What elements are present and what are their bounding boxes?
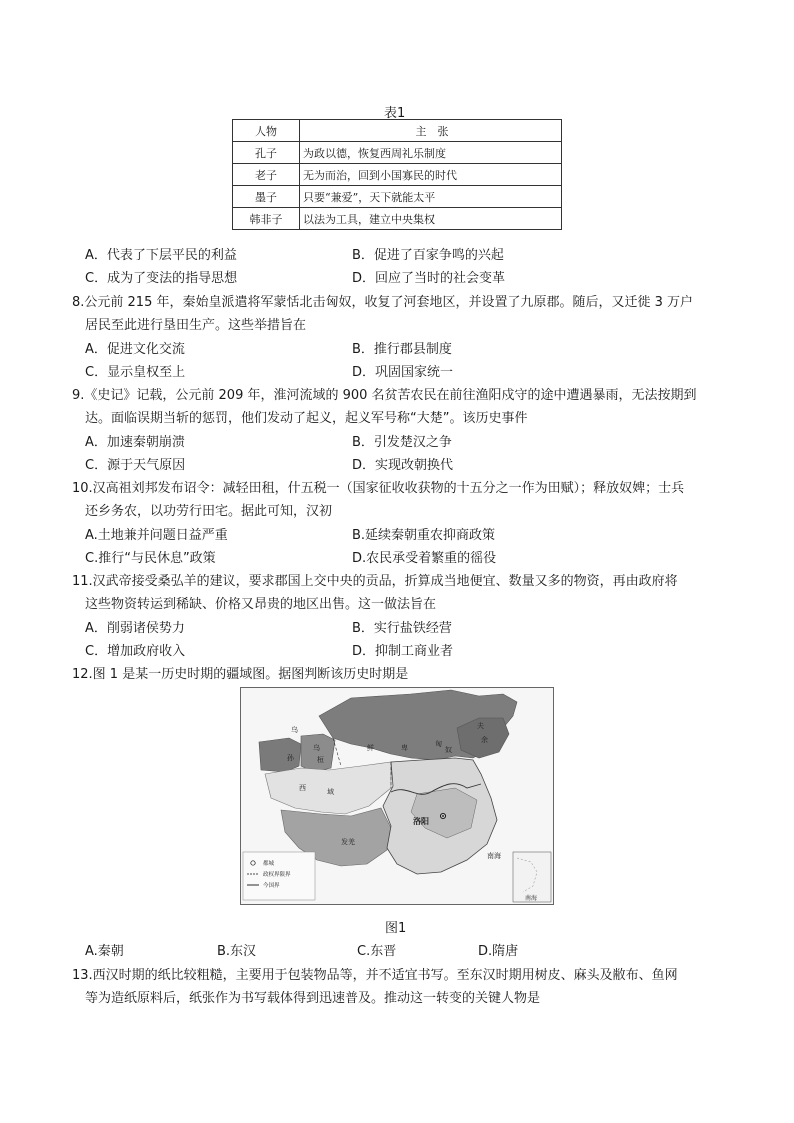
map-label: 余 [481, 736, 488, 744]
table-row [233, 208, 562, 230]
table-cell-person: 老子 [233, 164, 300, 186]
q13-stem-line1: 13.西汉时期的纸比较粗糙，主要用于包装物品等，并不适宜书写。至东汉时期用树皮、麻头及敝布、鱼网 [72, 968, 678, 983]
q10-option-c: C.推行“与民休息”政策 [85, 551, 216, 566]
table-cell-claim: 无为而治，回到小国寡民的时代 [300, 164, 562, 186]
map-label: 夫 [477, 722, 484, 730]
q11-option-d: D．抑制工商业者 [352, 644, 454, 659]
legend-capital-text: 都城 [263, 861, 275, 867]
q9-option-d: D．实现改朝换代 [352, 458, 454, 473]
q9-option-b: B．引发楚汉之争 [352, 435, 452, 450]
table-row [233, 142, 562, 164]
table-cell-person: 孔子 [233, 142, 300, 164]
table-cell-claim: 只要“兼爱”，天下就能太平 [300, 186, 562, 208]
map-region-wuhuan [301, 734, 335, 772]
table-header-claim: 主 张 [300, 120, 562, 142]
table-caption: 表1 [384, 106, 406, 121]
map-label: 鲜 [367, 744, 374, 752]
q12-option-a: A.秦朝 [85, 944, 124, 959]
map-label: 乌 [291, 726, 298, 734]
map-capital-dot [442, 815, 444, 817]
q12-option-d: D.隋唐 [478, 944, 519, 959]
q11-option-b: B．实行盐铁经营 [352, 621, 452, 636]
q11-option-a: A．削弱诸侯势力 [85, 621, 185, 636]
map-inset-label: 南海 [525, 895, 538, 902]
q11-stem-line2: 这些物资转运到稀缺、价格又昂贵的地区出售。这一做法旨在 [85, 597, 437, 612]
table-row [233, 186, 562, 208]
table-cell-claim: 以法为工具，建立中央集权 [300, 208, 562, 230]
figure-caption: 图1 [385, 921, 407, 936]
map-label: 奴 [445, 746, 452, 754]
table-cell-person: 墨子 [233, 186, 300, 208]
q8-option-a: A．促进文化交流 [85, 342, 185, 357]
q8-option-c: C．显示皇权至上 [85, 365, 186, 380]
q7-option-b: B．促进了百家争鸣的兴起 [352, 248, 504, 263]
map-label: 发羌 [341, 838, 355, 846]
legend-boundary-text: 政权界限界 [263, 872, 291, 878]
map-label: 南海 [487, 852, 501, 860]
q8-stem-line2: 居民至此进行垦田生产。这些举措旨在 [85, 318, 307, 333]
q12-option-c: C.东晋 [357, 944, 397, 959]
table-row [233, 164, 562, 186]
map-label: 桓 [317, 756, 324, 764]
table-cell-claim: 为政以德，恢复西周礼乐制度 [300, 142, 562, 164]
q9-option-c: C．源于天气原因 [85, 458, 186, 473]
q10-stem-line2: 还乡务农，以功劳行田宅。据此可知，汉初 [85, 504, 333, 519]
q11-option-c: C．增加政府收入 [85, 644, 186, 659]
map-label: 孙 [287, 754, 294, 762]
map-label-capital: 洛阳 [413, 817, 429, 826]
q12-stem-line1: 12.图 1 是某一历史时期的疆域图。据图判断该历史时期是 [72, 667, 409, 682]
q12-option-b: B.东汉 [217, 944, 257, 959]
territory-map-svg [241, 688, 553, 904]
q7-option-c: C．成为了变法的指导思想 [85, 271, 238, 286]
q9-stem-line2: 达。面临误期当斩的惩罚，他们发动了起义，起义军号称“大楚”。该历史事件 [85, 411, 528, 426]
map-label: 域 [327, 788, 334, 796]
map-label: 卑 [401, 744, 408, 752]
map-label: 乌 [313, 744, 320, 752]
q7-option-d: D．回应了当时的社会变革 [352, 271, 506, 286]
q10-option-a: A.土地兼并问题日益严重 [85, 528, 228, 543]
q9-stem-line1: 9.《史记》记载，公元前 209 年，淮河流域的 900 名贫苦农民在前往渔阳戍守的途中遭遇暴雨，无法按期到 [72, 388, 697, 403]
q8-stem-line1: 8.公元前 215 年，秦始皇派遣将军蒙恬北击匈奴，收复了河套地区，并设置了九原郡。随后，又迁徙 3 万户 [72, 295, 694, 310]
q13-stem-line2: 等为造纸原料后，纸张作为书写载体得到迅速普及。推动这一转变的关键人物是 [85, 991, 541, 1006]
q8-option-b: B．推行郡县制度 [352, 342, 452, 357]
territory-map [240, 687, 554, 905]
q10-option-d: D.农民承受着繁重的徭役 [352, 551, 497, 566]
q11-stem-line1: 11.汉武帝接受桑弘羊的建议，要求郡国上交中央的贡品，折算成当地便宜、数量又多的物资，再由政府将 [72, 574, 678, 589]
table-1 [232, 119, 562, 230]
map-region-wusun [259, 738, 301, 772]
map-label: 西 [299, 784, 306, 792]
q10-stem-line1: 10.汉高祖刘邦发布诏令：减轻田租，什五税一（国家征收收获物的十五分之一作为田赋）；释放奴婢；士兵 [72, 481, 685, 496]
q9-option-a: A．加速秦朝崩溃 [85, 435, 185, 450]
table-cell-person: 韩非子 [233, 208, 300, 230]
q10-option-b: B.延续秦朝重农抑商政策 [352, 528, 496, 543]
legend-modern-text: 今国界 [263, 883, 280, 889]
map-label: 匈 [435, 740, 442, 748]
q8-option-d: D．巩固国家统一 [352, 365, 454, 380]
table-header-row [233, 120, 562, 142]
q7-option-a: A．代表了下层平民的利益 [85, 248, 237, 263]
table-header-person: 人物 [233, 120, 300, 142]
